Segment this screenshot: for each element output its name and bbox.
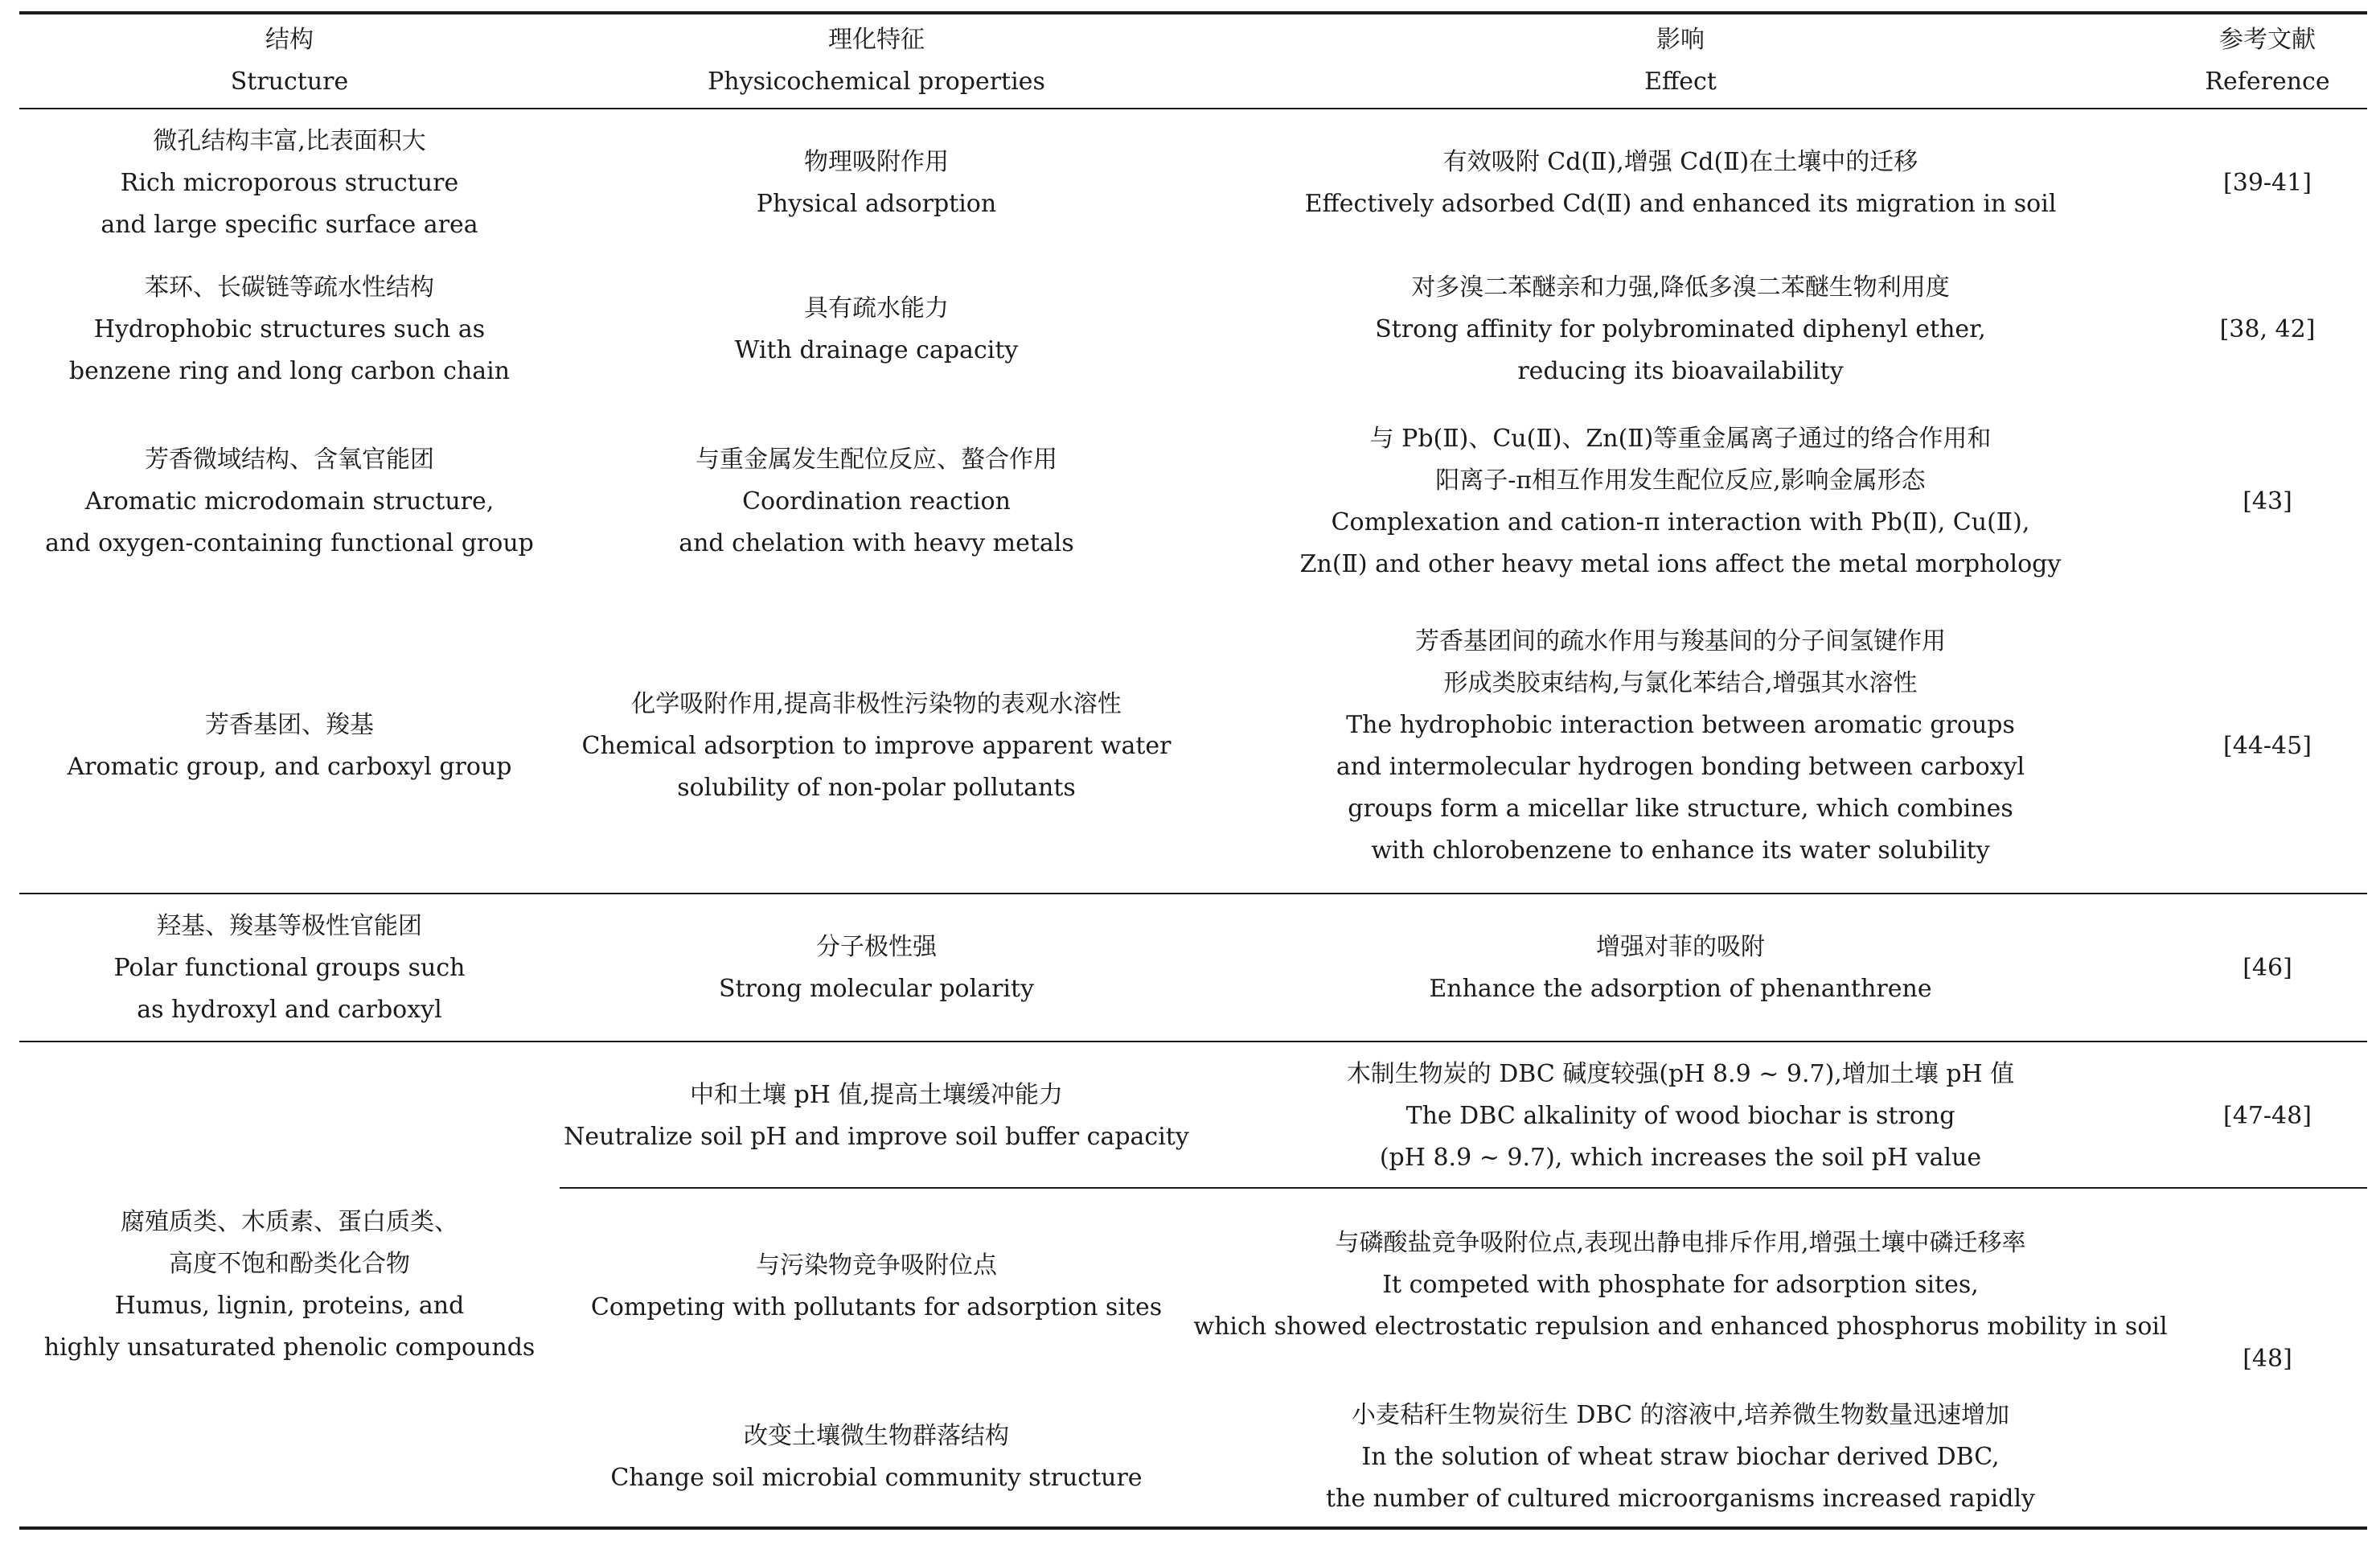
cell-text: [47-48] xyxy=(2223,1102,2312,1130)
cell-text: Neutralize soil pH and improve soil buffer capacity xyxy=(564,1123,1189,1151)
cell-text: 苯环、长碳链等疏水性结构 xyxy=(145,273,434,302)
cell-text: Coordination reaction xyxy=(742,487,1011,516)
row-3-reference xyxy=(2168,621,2367,872)
row-1-properties xyxy=(560,267,1193,392)
cell-text: and chelation with heavy metals xyxy=(679,529,1074,557)
cell-text: 高度不饱和酚类化合物 xyxy=(169,1250,410,1278)
header-structure xyxy=(19,16,560,106)
cell-text: Chemical adsorption to improve apparent water xyxy=(581,732,1172,760)
header-rule xyxy=(19,108,2367,109)
header-text: Structure xyxy=(230,68,349,96)
cell-text: [43] xyxy=(2243,487,2292,516)
cell-text: highly unsaturated phenolic compounds xyxy=(43,1333,536,1362)
cell-text: [39-41] xyxy=(2223,169,2312,197)
cell-text: Competing with pollutants for adsorption sites xyxy=(590,1293,1163,1321)
row-0-properties xyxy=(560,121,1193,246)
cell-text: Rich microporous structure xyxy=(120,169,459,197)
cell-text: Enhance the adsorption of phenanthrene xyxy=(1429,975,1932,1003)
cell-text: 腐殖质类、木质素、蛋白质类、 xyxy=(121,1208,458,1236)
cell-text: Aromatic microdomain structure, xyxy=(84,487,494,516)
cell-text: Polar functional groups such xyxy=(113,954,466,982)
cell-text: [48] xyxy=(2243,1345,2292,1373)
cell-text: and oxygen-containing functional group xyxy=(45,529,534,557)
cell-text: 与磷酸盐竞争吸附位点,表现出静电排斥作用,增强土壤中磷迁移率 xyxy=(1335,1229,2026,1257)
cell-text: 物理吸附作用 xyxy=(804,148,949,176)
header-properties xyxy=(560,16,1193,106)
cell-text: 与 Pb(Ⅱ)、Cu(Ⅱ)、Zn(Ⅱ)等重金属离子通过的络合作用和 xyxy=(1369,425,1992,453)
cell-text: Physical adsorption xyxy=(756,190,997,218)
cell-text: with chlorobenzene to enhance its water solubility xyxy=(1371,836,1990,865)
row-3-structure xyxy=(19,621,560,872)
cell-text: 具有疏水能力 xyxy=(804,294,949,323)
header-reference xyxy=(2168,16,2367,106)
row-5-sub-1-properties xyxy=(560,1203,1193,1370)
row-5-sub-2-effect xyxy=(1193,1395,2168,1520)
cell-text: 木制生物炭的 DBC 碱度较强(pH 8.9 ~ 9.7),增加土壤 pH 值 xyxy=(1346,1060,2015,1088)
cell-text: Humus, lignin, proteins, and xyxy=(114,1292,465,1320)
cell-text: 芳香微域结构、含氧官能团 xyxy=(145,446,434,474)
cell-text: 化学吸附作用,提高非极性污染物的表观水溶性 xyxy=(631,690,1122,718)
cell-text: [46] xyxy=(2243,954,2292,982)
row-2-structure xyxy=(19,418,560,585)
header-text: Physicochemical properties xyxy=(708,68,1045,96)
cell-text: 与重金属发生配位反应、螯合作用 xyxy=(696,446,1057,474)
cell-text: the number of cultured microorganisms increased rapidly xyxy=(1325,1485,2035,1513)
cell-text: With drainage capacity xyxy=(734,336,1019,364)
cell-text: Aromatic group, and carboxyl group xyxy=(67,753,512,781)
top-rule xyxy=(19,11,2367,14)
cell-text: benzene ring and long carbon chain xyxy=(68,357,511,385)
cell-text: Complexation and cation-π interaction with Pb(Ⅱ), Cu(Ⅱ), xyxy=(1331,508,2030,536)
cell-text: The DBC alkalinity of wood biochar is strong xyxy=(1405,1102,1955,1130)
row-0-effect xyxy=(1193,121,2168,246)
cell-text: solubility of non-polar pollutants xyxy=(677,774,1076,802)
row-5-sub-1-reference xyxy=(2168,1194,2367,1525)
header-text: 参考文献 xyxy=(2219,26,2316,54)
cell-text: 芳香基团间的疏水作用与羧基间的分子间氢键作用 xyxy=(1415,627,1946,655)
row-2-reference xyxy=(2168,418,2367,585)
row-5-sub-0-properties xyxy=(560,1054,1193,1179)
row-3-properties xyxy=(560,621,1193,872)
cell-text: 增强对菲的吸附 xyxy=(1596,933,1765,961)
group-divider-2 xyxy=(19,1041,2367,1042)
header-text: 影响 xyxy=(1656,26,1705,54)
cell-text: Change soil microbial community structure xyxy=(610,1464,1143,1492)
cell-text: 与污染物竞争吸附位点 xyxy=(756,1251,997,1280)
header-text: Effect xyxy=(1644,68,1717,96)
row-2-properties xyxy=(560,418,1193,585)
row-1-reference xyxy=(2168,267,2367,392)
row-1-effect xyxy=(1193,267,2168,392)
cell-text: 对多溴二苯醚亲和力强,降低多溴二苯醚生物利用度 xyxy=(1411,273,1950,302)
cell-text: groups form a micellar like structure, which combines xyxy=(1348,795,2013,823)
cell-text: Strong affinity for polybrominated diphenyl ether, xyxy=(1375,315,1986,343)
cell-text: The hydrophobic interaction between aromatic groups xyxy=(1346,711,2015,739)
cell-text: which showed electrostatic repulsion and enhanced phosphorus mobility in soil xyxy=(1193,1313,2168,1341)
cell-text: 小麦秸秆生物炭衍生 DBC 的溶液中,培养微生物数量迅速增加 xyxy=(1351,1401,2010,1429)
header-text: Reference xyxy=(2205,68,2330,96)
cell-text: (pH 8.9 ~ 9.7), which increases the soil pH value xyxy=(1379,1144,1982,1172)
header-text: 理化特征 xyxy=(828,26,925,54)
row-4-effect xyxy=(1193,906,2168,1031)
row-5-structure xyxy=(19,1046,560,1525)
cell-text: 分子极性强 xyxy=(816,933,937,961)
sub-divider xyxy=(560,1187,2367,1189)
header-text: 结构 xyxy=(265,26,314,54)
row-0-structure xyxy=(19,121,560,246)
row-3-effect xyxy=(1193,621,2168,872)
cell-text: [38, 42] xyxy=(2219,315,2316,343)
cell-text: Effectively adsorbed Cd(Ⅱ) and enhanced its migration in soil xyxy=(1304,190,2057,218)
row-4-properties xyxy=(560,906,1193,1031)
cell-text: and large specific surface area xyxy=(101,211,478,239)
group-divider-1 xyxy=(19,893,2367,894)
row-2-effect xyxy=(1193,418,2168,585)
cell-text: 羟基、羧基等极性官能团 xyxy=(157,912,422,940)
cell-text: 形成类胶束结构,与氯化苯结合,增强其水溶性 xyxy=(1443,669,1918,697)
row-0-reference xyxy=(2168,121,2367,246)
cell-text: 中和土壤 pH 值,提高土壤缓冲能力 xyxy=(690,1081,1063,1109)
bottom-rule xyxy=(19,1526,2367,1530)
row-5-sub-1-effect xyxy=(1193,1222,2168,1348)
cell-text: Strong molecular polarity xyxy=(718,975,1035,1003)
cell-text: as hydroxyl and carboxyl xyxy=(137,996,442,1024)
cell-text: 有效吸附 Cd(Ⅱ),增强 Cd(Ⅱ)在土壤中的迁移 xyxy=(1442,148,1918,176)
cell-text: Hydrophobic structures such as xyxy=(93,315,486,343)
row-4-structure xyxy=(19,906,560,1031)
cell-text: and intermolecular hydrogen bonding between carboxyl xyxy=(1336,753,2025,781)
cell-text: [44-45] xyxy=(2223,732,2312,760)
header-effect xyxy=(1193,16,2168,106)
cell-text: 改变土壤微生物群落结构 xyxy=(744,1422,1009,1450)
cell-text: 芳香基团、羧基 xyxy=(205,711,374,739)
row-4-reference xyxy=(2168,906,2367,1031)
cell-text: Zn(Ⅱ) and other heavy metal ions affect the metal morphology xyxy=(1299,550,2062,578)
row-5-sub-0-effect xyxy=(1193,1054,2168,1179)
cell-text: 阳离子-π相互作用发生配位反应,影响金属形态 xyxy=(1435,466,1926,495)
row-1-structure xyxy=(19,267,560,392)
row-5-sub-0-reference xyxy=(2168,1054,2367,1179)
row-5-sub-2-properties xyxy=(560,1395,1193,1520)
cell-text: reducing its bioavailability xyxy=(1517,357,1844,385)
cell-text: In the solution of wheat straw biochar derived DBC, xyxy=(1361,1443,2000,1471)
cell-text: 微孔结构丰富,比表面积大 xyxy=(153,127,426,155)
cell-text: It competed with phosphate for adsorption sites, xyxy=(1382,1271,1979,1299)
